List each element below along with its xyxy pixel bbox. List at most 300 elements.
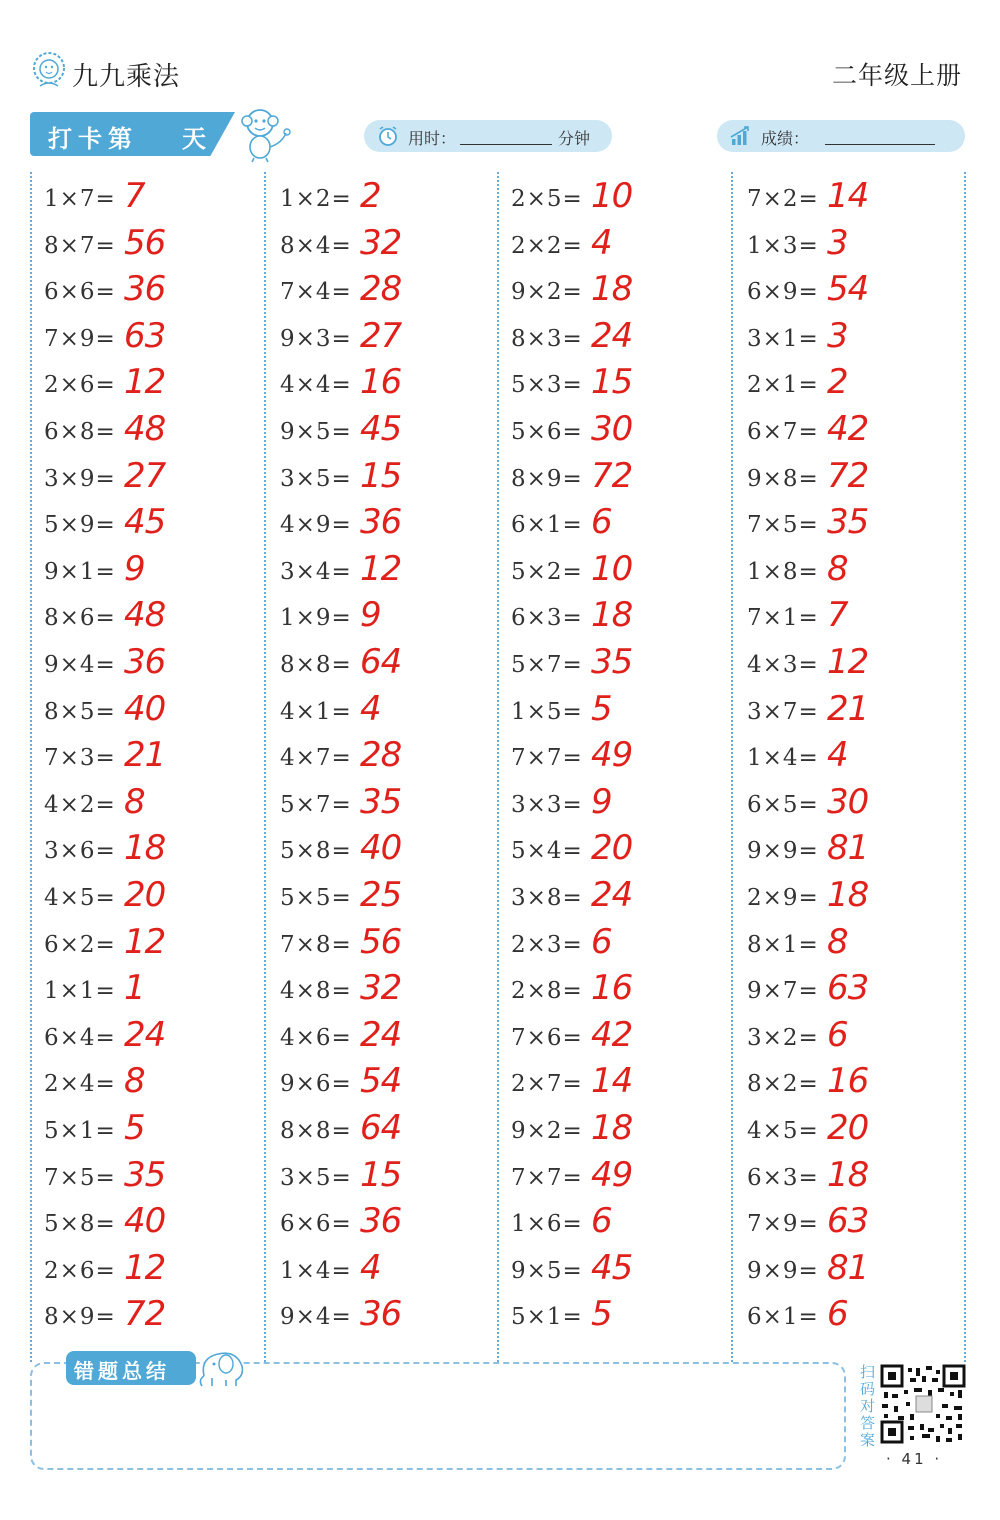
problem-row (280, 595, 505, 641)
problem-row (44, 176, 269, 222)
handwritten-answer[interactable]: 81 (827, 828, 869, 869)
problem-expression: 5×8= (44, 1211, 116, 1238)
problem-expression: 6×3= (747, 1164, 819, 1191)
problem-expression: 5×1= (511, 1304, 583, 1331)
problem-row (511, 1015, 736, 1061)
problem-row (747, 922, 972, 968)
handwritten-answer[interactable]: 20 (124, 875, 166, 915)
problem-row (747, 1155, 972, 1201)
problem-row (511, 362, 736, 408)
problem-expression: 9×7= (747, 978, 819, 1005)
handwritten-answer[interactable]: 6 (591, 502, 612, 543)
problem-row (280, 269, 505, 315)
problem-row (44, 1294, 269, 1340)
handwritten-answer[interactable]: 18 (591, 1108, 633, 1148)
problem-expression: 8×8= (280, 652, 352, 678)
problem-expression: 4×6= (280, 1024, 352, 1051)
handwritten-answer[interactable]: 18 (591, 595, 633, 636)
problem-expression: 2×6= (44, 372, 116, 399)
handwritten-answer[interactable]: 10 (591, 548, 633, 589)
handwritten-answer[interactable]: 24 (124, 1014, 166, 1055)
problem-row (511, 1061, 736, 1107)
problem-expression: 1×8= (747, 558, 819, 585)
problem-expression: 6×1= (511, 512, 583, 539)
problem-row (44, 875, 269, 921)
problem-expression: 6×1= (747, 1304, 819, 1331)
handwritten-answer[interactable]: 9 (124, 548, 145, 589)
problem-expression: 7×9= (44, 325, 116, 352)
problem-row (511, 642, 736, 688)
handwritten-answer[interactable]: 12 (827, 642, 869, 682)
handwritten-answer[interactable]: 8 (827, 548, 848, 589)
problem-expression: 6×7= (747, 419, 819, 445)
time-field[interactable] (364, 120, 612, 152)
problem-row (747, 1201, 972, 1247)
problem-expression: 8×6= (44, 605, 116, 632)
problem-row (44, 223, 269, 269)
problem-row (747, 595, 972, 641)
problem-row (280, 735, 505, 781)
error-summary-label: 错题总结 (74, 1359, 170, 1383)
problem-row (747, 735, 972, 781)
handwritten-answer[interactable]: 18 (827, 875, 869, 915)
score-label: 成绩： (761, 129, 810, 148)
handwritten-answer[interactable]: 12 (124, 921, 166, 962)
problem-row (280, 642, 505, 688)
problem-expression: 1×5= (511, 698, 583, 725)
checkin-suffix: 天 (182, 125, 206, 153)
problem-row (280, 456, 505, 502)
problem-row (511, 316, 736, 362)
handwritten-answer[interactable]: 35 (360, 781, 402, 822)
problem-expression: 5×1= (44, 1118, 116, 1144)
problem-expression: 2×9= (747, 885, 819, 911)
problem-expression: 9×5= (280, 419, 352, 445)
problem-row (511, 176, 736, 222)
handwritten-answer[interactable]: 8 (124, 1061, 145, 1102)
problem-row (44, 316, 269, 362)
problem-row (280, 1201, 505, 1247)
handwritten-answer[interactable]: 36 (360, 502, 402, 543)
problem-row (44, 642, 269, 688)
problem-row (511, 922, 736, 968)
problem-expression: 5×7= (280, 791, 352, 818)
problem-expression: 7×3= (44, 745, 116, 772)
problem-expression: 8×8= (280, 1118, 352, 1144)
problem-row (280, 502, 505, 548)
handwritten-answer[interactable]: 24 (591, 315, 633, 356)
handwritten-answer[interactable]: 2 (827, 362, 848, 403)
problem-expression: 2×1= (747, 372, 819, 399)
page-title: 九九乘法 (72, 62, 181, 92)
problem-row (280, 362, 505, 408)
problem-row (511, 456, 736, 502)
handwritten-answer[interactable]: 45 (124, 502, 166, 543)
problem-expression: 3×7= (747, 698, 819, 725)
problem-expression: 6×2= (44, 931, 116, 958)
problem-row (747, 875, 972, 921)
handwritten-answer[interactable]: 4 (360, 1247, 381, 1288)
problem-row (44, 502, 269, 548)
handwritten-answer[interactable]: 5 (591, 1294, 612, 1335)
handwritten-answer[interactable]: 72 (124, 1294, 166, 1335)
handwritten-answer[interactable]: 4 (827, 735, 848, 776)
handwritten-answer[interactable]: 27 (360, 315, 402, 356)
handwritten-answer[interactable]: 54 (827, 269, 869, 310)
handwritten-answer[interactable]: 21 (827, 688, 869, 729)
problem-row (747, 1015, 972, 1061)
handwritten-answer[interactable]: 72 (591, 455, 633, 496)
problem-row (511, 1155, 736, 1201)
problem-row (747, 1061, 972, 1107)
handwritten-answer[interactable]: 30 (591, 409, 633, 449)
problem-row (747, 689, 972, 735)
problem-expression: 9×4= (44, 652, 116, 678)
handwritten-answer[interactable]: 25 (360, 875, 402, 915)
problem-row (511, 689, 736, 735)
handwritten-answer[interactable]: 15 (360, 455, 402, 496)
problem-expression: 3×5= (280, 1164, 352, 1191)
handwritten-answer[interactable]: 54 (360, 1061, 402, 1102)
handwritten-answer[interactable]: 6 (591, 1201, 612, 1242)
handwritten-answer[interactable]: 7 (827, 595, 848, 636)
problem-expression: 2×6= (44, 1257, 116, 1284)
problem-expression: 3×8= (511, 885, 583, 911)
handwritten-answer[interactable]: 4 (360, 688, 381, 729)
problem-row (747, 269, 972, 315)
problem-expression: 5×3= (511, 372, 583, 399)
problem-row (747, 176, 972, 222)
handwritten-answer[interactable]: 35 (124, 1154, 166, 1195)
problem-row (511, 549, 736, 595)
problem-expression: 1×3= (747, 232, 819, 259)
problem-row (511, 782, 736, 828)
monkey-icon (232, 103, 294, 163)
problem-row (44, 362, 269, 408)
problem-expression: 4×8= (280, 978, 352, 1005)
problem-expression: 1×6= (511, 1211, 583, 1238)
page-number: · 41 · (886, 1450, 943, 1468)
problem-expression: 4×2= (44, 791, 116, 818)
handwritten-answer[interactable]: 21 (124, 735, 166, 776)
problem-row (511, 1294, 736, 1340)
problem-expression: 4×9= (280, 512, 352, 539)
problem-expression: 1×7= (44, 186, 116, 212)
problem-expression: 4×5= (747, 1118, 819, 1144)
handwritten-answer[interactable]: 32 (360, 222, 402, 263)
handwritten-answer[interactable]: 64 (360, 642, 402, 682)
problem-row (44, 968, 269, 1014)
problem-row (280, 828, 505, 874)
handwritten-answer[interactable]: 20 (591, 828, 633, 869)
problem-row (280, 409, 505, 455)
handwritten-answer[interactable]: 63 (827, 968, 869, 1009)
handwritten-answer[interactable]: 72 (827, 455, 869, 496)
handwritten-answer[interactable]: 49 (591, 735, 633, 776)
handwritten-answer[interactable]: 56 (360, 921, 402, 962)
problem-expression: 2×5= (511, 186, 583, 212)
problem-row (511, 595, 736, 641)
problem-row (511, 1248, 736, 1294)
time-unit: 分钟 (558, 129, 591, 148)
handwritten-answer[interactable]: 12 (124, 1247, 166, 1288)
problem-row (280, 549, 505, 595)
problem-row (44, 1015, 269, 1061)
handwritten-answer[interactable]: 7 (124, 176, 145, 216)
handwritten-answer[interactable]: 20 (827, 1108, 869, 1148)
problem-row (747, 549, 972, 595)
problem-expression: 2×4= (44, 1071, 116, 1098)
scan-for-answers-label: 扫码对答案 (860, 1363, 876, 1449)
problem-row (280, 1155, 505, 1201)
problem-row (44, 735, 269, 781)
score-blank-line (825, 144, 935, 145)
handwritten-answer[interactable]: 56 (124, 222, 166, 263)
problem-row (747, 1248, 972, 1294)
handwritten-answer[interactable]: 42 (827, 409, 869, 449)
problem-row (747, 456, 972, 502)
problem-row (747, 502, 972, 548)
handwritten-answer[interactable]: 36 (360, 1201, 402, 1242)
problem-expression: 8×4= (280, 232, 352, 259)
problem-expression: 6×5= (747, 791, 819, 818)
problem-row (280, 782, 505, 828)
problem-row (280, 1015, 505, 1061)
handwritten-answer[interactable]: 9 (591, 781, 612, 822)
handwritten-answer[interactable]: 8 (124, 781, 145, 822)
lion-icon (30, 50, 68, 90)
problem-row (511, 223, 736, 269)
problem-row (747, 968, 972, 1014)
problem-row (511, 968, 736, 1014)
handwritten-answer[interactable]: 24 (360, 1014, 402, 1055)
handwritten-answer[interactable]: 42 (591, 1014, 633, 1055)
problem-row (44, 1108, 269, 1154)
problem-expression: 5×4= (511, 838, 583, 865)
problem-row (511, 269, 736, 315)
score-field[interactable] (717, 120, 965, 152)
problem-row (44, 782, 269, 828)
handwritten-answer[interactable]: 63 (124, 315, 166, 356)
handwritten-answer[interactable]: 24 (591, 875, 633, 915)
handwritten-answer[interactable]: 10 (591, 176, 633, 216)
problem-expression: 9×5= (511, 1257, 583, 1284)
problem-expression: 1×9= (280, 605, 352, 632)
problem-expression: 1×1= (44, 978, 116, 1005)
problem-row (747, 362, 972, 408)
problem-row (511, 502, 736, 548)
handwritten-answer[interactable]: 5 (124, 1108, 145, 1148)
problem-expression: 7×7= (511, 745, 583, 772)
problem-expression: 8×9= (511, 465, 583, 492)
problem-expression: 9×9= (747, 838, 819, 865)
handwritten-answer[interactable]: 32 (360, 968, 402, 1009)
qr-code[interactable] (880, 1364, 966, 1444)
problem-row (747, 409, 972, 455)
problem-expression: 7×9= (747, 1211, 819, 1238)
problem-expression: 8×9= (44, 1304, 116, 1331)
handwritten-answer[interactable]: 49 (591, 1154, 633, 1195)
handwritten-answer[interactable]: 3 (827, 315, 848, 356)
checkin-prefix: 打卡第 (48, 125, 138, 153)
handwritten-answer[interactable]: 35 (591, 642, 633, 682)
problem-expression: 3×9= (44, 465, 116, 492)
handwritten-answer[interactable]: 18 (591, 269, 633, 310)
handwritten-answer[interactable]: 4 (591, 222, 612, 263)
problem-expression: 3×1= (747, 325, 819, 352)
problem-row (280, 223, 505, 269)
problem-expression: 4×1= (280, 698, 352, 725)
problem-expression: 1×4= (280, 1257, 352, 1284)
problem-expression: 6×4= (44, 1024, 116, 1051)
problem-expression: 9×8= (747, 465, 819, 492)
handwritten-answer[interactable]: 6 (827, 1294, 848, 1335)
handwritten-answer[interactable]: 30 (827, 781, 869, 822)
problem-row (280, 922, 505, 968)
problem-expression: 9×6= (280, 1071, 352, 1098)
problem-expression: 5×5= (280, 885, 352, 911)
problem-row (511, 1108, 736, 1154)
handwritten-answer[interactable]: 36 (360, 1294, 402, 1335)
problem-expression: 8×1= (747, 931, 819, 958)
handwritten-answer[interactable]: 16 (360, 362, 402, 403)
problem-expression: 5×9= (44, 512, 116, 539)
problem-expression: 4×3= (747, 652, 819, 678)
handwritten-answer[interactable]: 9 (360, 595, 381, 636)
problem-row (44, 689, 269, 735)
handwritten-answer[interactable]: 36 (124, 269, 166, 310)
problem-expression: 6×8= (44, 419, 116, 445)
problem-row (280, 316, 505, 362)
chart-icon (729, 125, 753, 147)
problem-expression: 2×3= (511, 931, 583, 958)
problem-expression: 5×8= (280, 838, 352, 865)
time-label: 用时： (408, 129, 457, 148)
handwritten-answer[interactable]: 40 (124, 688, 166, 729)
handwritten-answer[interactable]: 12 (124, 362, 166, 403)
problem-expression: 7×5= (747, 512, 819, 539)
handwritten-answer[interactable]: 36 (124, 642, 166, 682)
problem-expression: 4×5= (44, 885, 116, 911)
handwritten-answer[interactable]: 45 (591, 1247, 633, 1288)
problem-row (280, 968, 505, 1014)
handwritten-answer[interactable]: 63 (827, 1201, 869, 1242)
handwritten-answer[interactable]: 6 (591, 921, 612, 962)
handwritten-answer[interactable]: 16 (827, 1061, 869, 1102)
problem-row (44, 1155, 269, 1201)
handwritten-answer[interactable]: 18 (827, 1154, 869, 1195)
problem-row (280, 875, 505, 921)
time-blank-line (460, 144, 552, 145)
handwritten-answer[interactable]: 48 (124, 595, 166, 636)
problem-row (44, 549, 269, 595)
handwritten-answer[interactable]: 18 (124, 828, 166, 869)
problem-row (511, 875, 736, 921)
handwritten-answer[interactable]: 28 (360, 735, 402, 776)
handwritten-answer[interactable]: 1 (124, 968, 145, 1009)
handwritten-answer[interactable]: 3 (827, 222, 848, 263)
grade-label: 二年级上册 (831, 61, 962, 90)
problem-expression: 8×7= (44, 232, 116, 259)
problem-expression: 7×7= (511, 1164, 583, 1191)
problem-expression: 7×5= (44, 1164, 116, 1191)
problem-row (280, 1061, 505, 1107)
problem-expression: 2×8= (511, 978, 583, 1005)
problem-row (511, 1201, 736, 1247)
problem-expression: 8×3= (511, 325, 583, 352)
problem-row (511, 409, 736, 455)
problem-row (747, 1108, 972, 1154)
problem-expression: 3×3= (511, 791, 583, 818)
handwritten-answer[interactable]: 15 (591, 362, 633, 403)
handwritten-answer[interactable]: 48 (124, 409, 166, 449)
problem-expression: 2×2= (511, 232, 583, 259)
handwritten-answer[interactable]: 14 (827, 176, 869, 216)
problem-expression: 7×1= (747, 605, 819, 632)
handwritten-answer[interactable]: 40 (360, 828, 402, 869)
problem-row (280, 689, 505, 735)
handwritten-answer[interactable]: 16 (591, 968, 633, 1009)
problem-row (747, 642, 972, 688)
problem-row (747, 828, 972, 874)
problem-expression: 1×2= (280, 186, 352, 212)
problem-expression: 9×4= (280, 1304, 352, 1331)
handwritten-answer[interactable]: 40 (124, 1201, 166, 1242)
problem-expression: 3×4= (280, 558, 352, 585)
clock-icon (376, 125, 400, 147)
handwritten-answer[interactable]: 35 (827, 502, 869, 543)
problem-row (511, 828, 736, 874)
handwritten-answer[interactable]: 28 (360, 269, 402, 310)
problem-expression: 9×2= (511, 1118, 583, 1144)
handwritten-answer[interactable]: 81 (827, 1247, 869, 1288)
problem-expression: 6×9= (747, 279, 819, 306)
problem-row (44, 922, 269, 968)
problem-expression: 6×6= (44, 279, 116, 306)
problem-row (280, 1294, 505, 1340)
handwritten-answer[interactable]: 2 (360, 176, 381, 216)
problem-expression: 9×2= (511, 279, 583, 306)
handwritten-answer[interactable]: 27 (124, 455, 166, 496)
problem-expression: 8×5= (44, 698, 116, 725)
problem-row (44, 1201, 269, 1247)
handwritten-answer[interactable]: 5 (591, 688, 612, 729)
page-header (30, 48, 962, 98)
problem-expression: 7×2= (747, 186, 819, 212)
problem-row (44, 1061, 269, 1107)
problem-expression: 3×6= (44, 838, 116, 865)
problem-row (747, 316, 972, 362)
problem-expression: 8×2= (747, 1071, 819, 1098)
handwritten-answer[interactable]: 12 (360, 548, 402, 589)
problem-expression: 7×6= (511, 1024, 583, 1051)
problem-row (44, 595, 269, 641)
problem-expression: 9×9= (747, 1257, 819, 1284)
problem-expression: 9×1= (44, 558, 116, 585)
problem-expression: 4×4= (280, 372, 352, 399)
handwritten-answer[interactable]: 15 (360, 1154, 402, 1195)
handwritten-answer[interactable]: 64 (360, 1108, 402, 1148)
handwritten-answer[interactable]: 14 (591, 1061, 633, 1102)
handwritten-answer[interactable]: 6 (827, 1014, 848, 1055)
problem-expression: 1×4= (747, 745, 819, 772)
handwritten-answer[interactable]: 45 (360, 409, 402, 449)
handwritten-answer[interactable]: 8 (827, 921, 848, 962)
problem-row (511, 735, 736, 781)
problem-expression: 5×6= (511, 419, 583, 445)
problem-expression: 7×4= (280, 279, 352, 306)
problem-expression: 7×8= (280, 931, 352, 958)
